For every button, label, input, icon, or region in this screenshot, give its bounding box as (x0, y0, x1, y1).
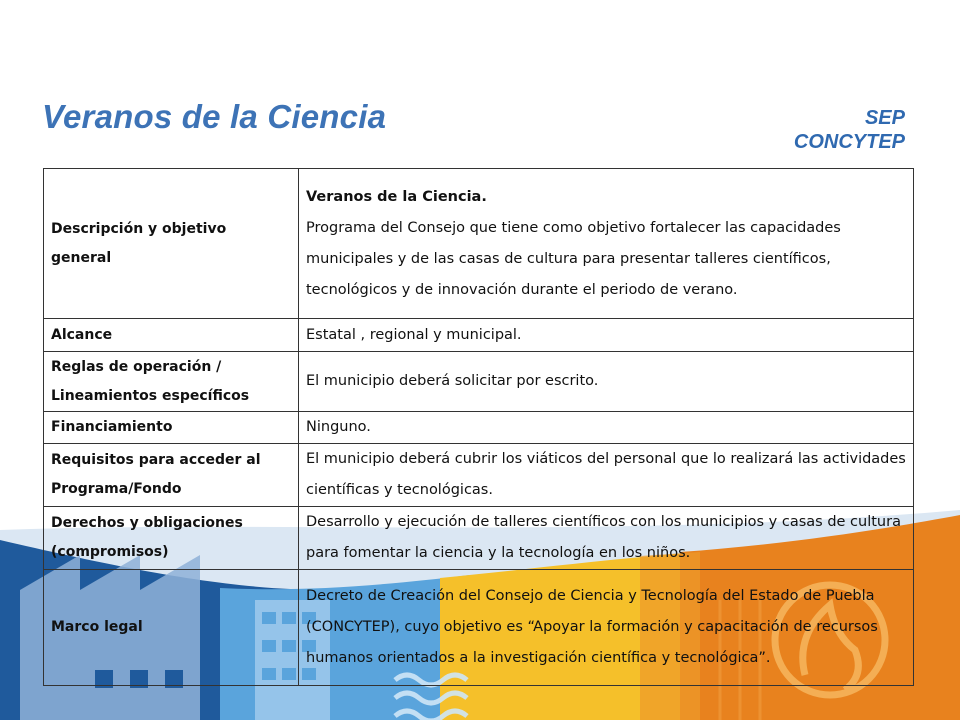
row-label: Requisitos para acceder al Programa/Fondo (44, 444, 299, 507)
row-label: Marco legal (44, 570, 299, 686)
table-row (44, 507, 914, 570)
org-line-sep: SEP (864, 107, 905, 129)
row-label: Derechos y obligaciones (compromisos) (44, 507, 299, 570)
row-content-text: Programa del Consejo que tiene como objetivo fortalecer las capacidades municipales y de las casas de cultura para presentar talleres científicos, tecnológicos y de innovación durante el periodo de verano. (306, 219, 841, 298)
row-content: El municipio deberá cubrir los viáticos del personal que lo realizará las actividades científicas y tecnológicas. (299, 444, 914, 507)
row-content (299, 169, 914, 319)
row-content: Ninguno. (299, 412, 914, 444)
row-content: Desarrollo y ejecución de talleres científicos con los municipios y casas de cultura para fomentar la ciencia y la tecnología en los niños. (299, 507, 914, 570)
table-row (44, 319, 914, 352)
table-row (44, 169, 914, 319)
program-info-table (43, 168, 914, 686)
row-content: Decreto de Creación del Consejo de Ciencia y Tecnología del Estado de Puebla (CONCYTEP), cuyo objetivo es “Apoyar la formación y capacitación de recursos humanos orientados a la investigación científica y tecnológica”. (299, 570, 914, 686)
organization-block (794, 106, 905, 154)
table-row (44, 352, 914, 412)
row-label: Reglas de operación / Lineamientos específicos (44, 352, 299, 412)
row-label: Alcance (44, 319, 299, 352)
org-line-concytep: CONCYTEP (793, 131, 905, 153)
table-row (44, 570, 914, 686)
row-content-title: Veranos de la Ciencia. (306, 188, 487, 205)
table-row (44, 444, 914, 507)
row-content: Estatal , regional y municipal. (299, 319, 914, 352)
row-label: Descripción y objetivo general (44, 169, 299, 319)
page-title: Veranos de la Ciencia (42, 98, 387, 135)
row-label: Financiamiento (44, 412, 299, 444)
row-content: El municipio deberá solicitar por escrito. (299, 352, 914, 412)
table-row (44, 412, 914, 444)
